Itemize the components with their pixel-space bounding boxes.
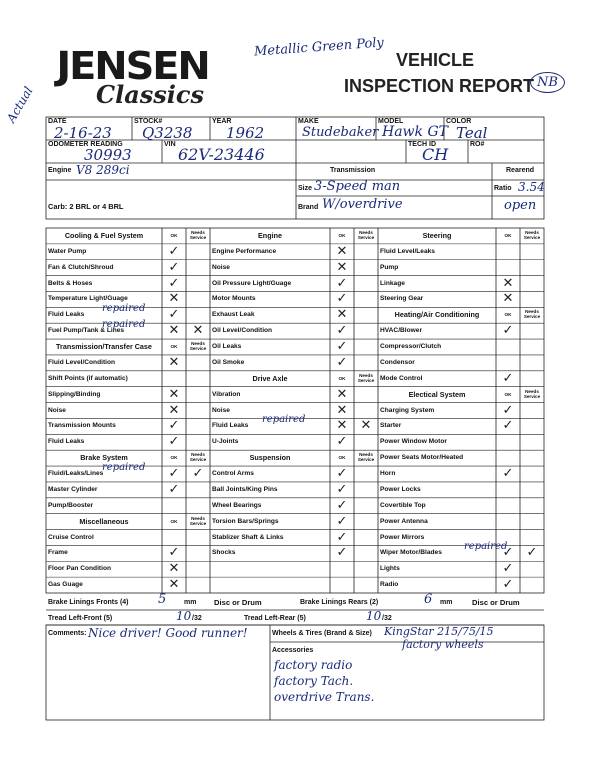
tech-value[interactable]: CH — [422, 145, 449, 164]
ok-check-mark[interactable]: ✓ — [336, 481, 348, 497]
wheels-value[interactable]: KingStar 215/75/15 — [384, 625, 494, 638]
checklist-item-label: Linkage — [380, 279, 405, 287]
report-title-line2: INSPECTION REPORT — [344, 76, 535, 96]
ok-check-mark[interactable]: ✕ — [168, 386, 180, 402]
needs-service-column-header: Needs Service — [357, 452, 375, 463]
ok-check-mark[interactable]: ✓ — [336, 323, 348, 339]
stock-label: STOCK# — [134, 118, 163, 125]
ok-check-mark[interactable]: ✕ — [168, 561, 180, 577]
checklist-item-label: Condensor — [380, 358, 415, 366]
repaired-note: repaired — [262, 414, 306, 426]
ok-check-mark[interactable]: ✕ — [168, 402, 180, 418]
date-value[interactable]: 2-16-23 — [54, 124, 112, 142]
ok-check-mark[interactable]: ✓ — [336, 275, 348, 291]
ok-check-mark[interactable]: ✓ — [502, 545, 514, 561]
checklist-item-label: Floor Pan Condition — [48, 565, 111, 573]
brake-fronts-value[interactable]: 5 — [158, 592, 167, 607]
checklist-item-label: Exhaust Leak — [212, 311, 255, 319]
checklist-item-label: Fluid Level/Condition — [48, 358, 116, 366]
checklist-item-label: Master Cylinder — [48, 485, 98, 493]
checklist-item-label: Oil Level/Condition — [212, 327, 273, 335]
carb-label: Carb: 2 BRL or 4 BRL — [48, 202, 124, 211]
color-value[interactable]: Teal — [456, 124, 488, 142]
ok-check-mark[interactable]: ✓ — [502, 402, 514, 418]
needs-service-column-header: Needs Service — [357, 372, 375, 383]
brake-fronts-label: Brake Linings Fronts (4) — [48, 599, 129, 606]
ratio-label: Ratio — [494, 185, 512, 192]
ok-column-header: OK — [338, 455, 346, 461]
ro-label: RO# — [470, 141, 485, 148]
checklist-item-label: Power Seats Motor/Heated — [380, 454, 464, 462]
ok-check-mark[interactable]: ✓ — [168, 259, 180, 275]
accessory-item[interactable]: factory Tach. — [274, 674, 354, 688]
checklist-item-label: Oil Leaks — [212, 343, 242, 351]
checklist-item-label: Frame — [48, 549, 68, 557]
tread-lf-unit: /32 — [192, 615, 202, 622]
make-value[interactable]: Studebaker — [302, 125, 379, 140]
checklist-item-label: Covertible Top — [380, 501, 426, 509]
repaired-note: repaired — [102, 462, 146, 474]
checklist-item-label: Power Window Motor — [380, 438, 447, 446]
ok-check-mark[interactable]: ✓ — [502, 323, 514, 339]
section-header: Miscellaneous — [79, 516, 129, 526]
margin-note: Actual — [4, 84, 36, 125]
ok-check-mark[interactable]: ✓ — [336, 434, 348, 450]
initials-mark: NB — [530, 72, 565, 93]
ok-check-mark[interactable]: ✕ — [336, 402, 348, 418]
section-header: Suspension — [249, 453, 291, 463]
color-note: Metallic Green Poly — [253, 35, 385, 60]
ok-check-mark[interactable]: ✓ — [168, 466, 180, 482]
checklist-item-label: Temperature Light/Guage — [48, 295, 128, 303]
ok-check-mark[interactable]: ✓ — [336, 354, 348, 370]
vin-label: VIN — [164, 141, 176, 148]
repaired-note: repaired — [102, 303, 146, 315]
checklist-item-label: Steering Gear — [380, 295, 424, 303]
ok-check-mark[interactable]: ✓ — [336, 497, 348, 513]
ok-check-mark[interactable]: ✓ — [336, 466, 348, 482]
checklist-item-label: Motor Mounts — [212, 295, 256, 303]
repaired-note: repaired — [102, 319, 146, 331]
checklist-item-label: Torsion Bars/Springs — [212, 517, 279, 525]
ok-check-mark[interactable]: ✓ — [168, 545, 180, 561]
model-value[interactable]: Hawk GT — [382, 124, 448, 140]
ok-column-header: OK — [504, 391, 512, 397]
color-label: COLOR — [446, 118, 472, 125]
ok-column-header: OK — [338, 233, 346, 238]
ok-check-mark[interactable]: ✓ — [168, 418, 180, 434]
ok-check-mark[interactable]: ✕ — [168, 577, 180, 593]
ok-check-mark[interactable]: ✓ — [502, 418, 514, 434]
ok-check-mark[interactable]: ✓ — [168, 275, 180, 291]
ok-check-mark[interactable]: ✓ — [168, 307, 180, 323]
tread-lr-value[interactable]: 10 — [366, 609, 382, 623]
ok-check-mark[interactable]: ✓ — [502, 561, 514, 577]
checklist-item-label: Noise — [212, 406, 230, 414]
ok-column-header: OK — [170, 455, 178, 461]
checklist-item-label: Ball Joints/King Pins — [212, 485, 278, 493]
section-header: Transmission/Transfer Case — [56, 342, 152, 352]
checklist-item-label: Vibration — [212, 390, 241, 398]
ok-check-mark[interactable]: ✓ — [168, 481, 180, 497]
ok-check-mark[interactable]: ✓ — [336, 339, 348, 355]
comments-value[interactable]: Nice driver! Good runner! — [88, 626, 248, 640]
section-header: Engine — [258, 231, 282, 240]
ok-check-mark[interactable]: ✕ — [168, 291, 180, 307]
brand-logo-top: JENSEN — [56, 44, 209, 88]
year-label: YEAR — [212, 118, 232, 125]
report-title-line1: VEHICLE — [396, 50, 475, 70]
ok-check-mark[interactable]: ✕ — [336, 259, 348, 275]
checklist-item-label: Fluid/Leaks/Lines — [48, 470, 104, 478]
checklist-item-label: Slipping/Binding — [48, 390, 101, 398]
ok-check-mark[interactable]: ✓ — [168, 434, 180, 450]
checklist-item-label: Starter — [380, 422, 402, 430]
brake-rear-type[interactable]: Disc or Drum — [472, 598, 520, 607]
odometer-value[interactable]: 30993 — [84, 146, 132, 164]
tread-lf-value[interactable]: 10 — [176, 609, 192, 623]
ok-check-mark[interactable]: ✕ — [336, 386, 348, 402]
checklist-item-label: Power Locks — [380, 485, 421, 493]
checklist-item-label: Fluid Leaks — [48, 311, 85, 319]
tread-lr-unit: /32 — [382, 615, 392, 622]
ok-check-mark[interactable]: ✓ — [336, 291, 348, 307]
checklist-item-label: Wiper Motor/Blades — [380, 549, 442, 557]
ok-check-mark[interactable]: ✕ — [336, 243, 348, 259]
needs-service-column-header: Needs Service — [189, 515, 207, 526]
trans-size-value[interactable]: 3-Speed man — [314, 179, 401, 194]
checklist-item-label: Belts & Hoses — [48, 279, 93, 287]
trans-brand-label: Brand — [298, 204, 319, 211]
trans-brand-value[interactable]: W/overdrive — [322, 197, 403, 212]
ok-check-mark[interactable]: ✕ — [502, 291, 514, 307]
date-label: DATE — [48, 118, 67, 125]
needs-service-column-header: Needs Service — [189, 452, 207, 463]
checklist-item-label: Oil Pressure Light/Guage — [212, 279, 292, 287]
year-value[interactable]: 1962 — [226, 124, 265, 142]
checklist-item-label: Horn — [380, 470, 396, 478]
accessories-label: Accessories — [272, 647, 314, 654]
needs-service-check-mark[interactable]: ✓ — [526, 545, 538, 561]
ok-check-mark[interactable]: ✓ — [502, 577, 514, 593]
checklist-item-label: Lights — [380, 565, 400, 573]
wheels-label: Wheels & Tires (Brand & Size) — [272, 630, 372, 637]
needs-service-check-mark[interactable]: ✕ — [192, 323, 204, 339]
checklist-item-label: Fluid Level/Leaks — [380, 247, 435, 255]
rearend-label: Rearend — [506, 167, 535, 174]
tread-lf-label: Tread Left-Front (5) — [48, 615, 113, 622]
engine-label: Engine — [48, 167, 72, 174]
checklist-item-label: Fluid Leaks — [212, 422, 249, 430]
checklist-item-label: Control Arms — [212, 470, 254, 478]
checklist-item-label: Transmission Mounts — [48, 422, 116, 430]
brand-logo-bottom: Classics — [96, 80, 205, 109]
brake-fronts-unit: mm — [184, 599, 197, 606]
needs-service-column-header: Needs Service — [189, 230, 207, 240]
checklist-item-label: Pump/Booster — [48, 501, 94, 509]
ok-column-header: OK — [504, 233, 512, 238]
checklist-item-label: Power Antenna — [380, 517, 428, 525]
ok-column-header: OK — [504, 312, 512, 318]
ok-check-mark[interactable]: ✓ — [336, 513, 348, 529]
engine-value[interactable]: V8 289ci — [76, 163, 130, 177]
repaired-note: repaired — [464, 541, 508, 553]
trans-size-label: Size — [298, 185, 313, 192]
checklist-item-label: Noise — [48, 406, 66, 414]
checklist-item-label: Charging System — [380, 406, 435, 414]
stock-value[interactable]: Q3238 — [142, 124, 193, 142]
checklist-item-label: U-Joints — [212, 438, 239, 446]
section-header: Drive Axle — [252, 373, 288, 383]
checklist-item-label: Power Mirrors — [380, 533, 425, 541]
ok-check-mark[interactable]: ✕ — [168, 323, 180, 339]
ok-check-mark[interactable]: ✓ — [502, 466, 514, 482]
ok-column-header: OK — [170, 233, 178, 238]
checklist-item-label: Gas Guage — [48, 581, 83, 589]
vin-value[interactable]: 62V-23446 — [178, 145, 265, 164]
tech-label: TECH ID — [408, 141, 436, 148]
checklist-item-label: Compressor/Clutch — [380, 343, 442, 351]
section-header: Steering — [422, 231, 452, 240]
checklist-item-label: Stablizer Shaft & Links — [212, 533, 284, 541]
wheels-note: factory wheels — [402, 638, 484, 651]
ok-check-mark[interactable]: ✕ — [336, 418, 348, 434]
ratio-value[interactable]: 3.54 — [518, 180, 545, 194]
rearend-type-value[interactable]: open — [504, 198, 537, 213]
checklist-item-label: Oil Smoke — [212, 358, 245, 366]
checklist-item-label: Shift Points (if automatic) — [48, 374, 128, 382]
needs-service-column-header: Needs Service — [357, 230, 375, 240]
needs-service-column-header: Needs Service — [523, 388, 541, 399]
brake-front-type[interactable]: Disc or Drum — [214, 598, 262, 607]
tread-lr-label: Tread Left-Rear (5) — [244, 615, 306, 622]
checklist-item-label: Mode Control — [380, 374, 423, 382]
ok-column-header: OK — [338, 375, 346, 381]
checklist-item-label: Wheel Bearings — [212, 501, 262, 509]
needs-service-column-header: Needs Service — [523, 230, 541, 240]
comments-label: Comments: — [48, 630, 87, 637]
ok-column-header: OK — [170, 518, 178, 524]
needs-service-check-mark[interactable]: ✓ — [192, 466, 204, 482]
needs-service-column-header: Needs Service — [523, 309, 541, 320]
make-label: MAKE — [298, 118, 319, 125]
brake-rears-label: Brake Linings Rears (2) — [300, 599, 379, 606]
section-header: Electical System — [408, 389, 466, 399]
checklist-item-label: Shocks — [212, 549, 236, 557]
ok-column-header: OK — [170, 344, 178, 350]
brake-rears-value[interactable]: 6 — [424, 592, 433, 607]
section-header: Cooling & Fuel System — [64, 231, 144, 240]
ok-check-mark[interactable]: ✕ — [336, 307, 348, 323]
ok-check-mark[interactable]: ✕ — [502, 275, 514, 291]
checklist-item-label: Radio — [380, 581, 399, 589]
odometer-label: ODOMETER READING — [48, 141, 123, 148]
transmission-label: Transmission — [330, 167, 376, 174]
section-header: Heating/Air Conditioning — [394, 310, 480, 320]
accessory-item[interactable]: overdrive Trans. — [274, 690, 375, 704]
checklist-item-label: Fluid Leaks — [48, 438, 85, 446]
needs-service-check-mark[interactable]: ✕ — [360, 418, 372, 434]
ok-check-mark[interactable]: ✕ — [168, 354, 180, 370]
checklist-item-label: Engine Performance — [212, 247, 277, 255]
ok-check-mark[interactable]: ✓ — [336, 529, 348, 545]
checklist-item-label: HVAC/Blower — [380, 327, 423, 335]
section-header: Brake System — [80, 453, 128, 463]
checklist-item-label: Pump — [380, 263, 399, 271]
checklist-item-label: Cruise Control — [48, 533, 94, 541]
checklist-item-label: Fan & Clutch/Shroud — [48, 263, 114, 271]
ok-check-mark[interactable]: ✓ — [168, 243, 180, 259]
model-label: MODEL — [378, 118, 404, 125]
ok-check-mark[interactable]: ✓ — [336, 545, 348, 561]
needs-service-column-header: Needs Service — [189, 341, 207, 352]
ok-check-mark[interactable]: ✓ — [502, 370, 514, 386]
checklist-item-label: Fuel Pump/Tank & Lines — [48, 327, 125, 335]
checklist-item-label: Noise — [212, 263, 230, 271]
checklist-item-label: Water Pump — [48, 247, 87, 255]
brake-rears-unit: mm — [440, 599, 453, 606]
accessory-item[interactable]: factory radio — [274, 658, 353, 672]
